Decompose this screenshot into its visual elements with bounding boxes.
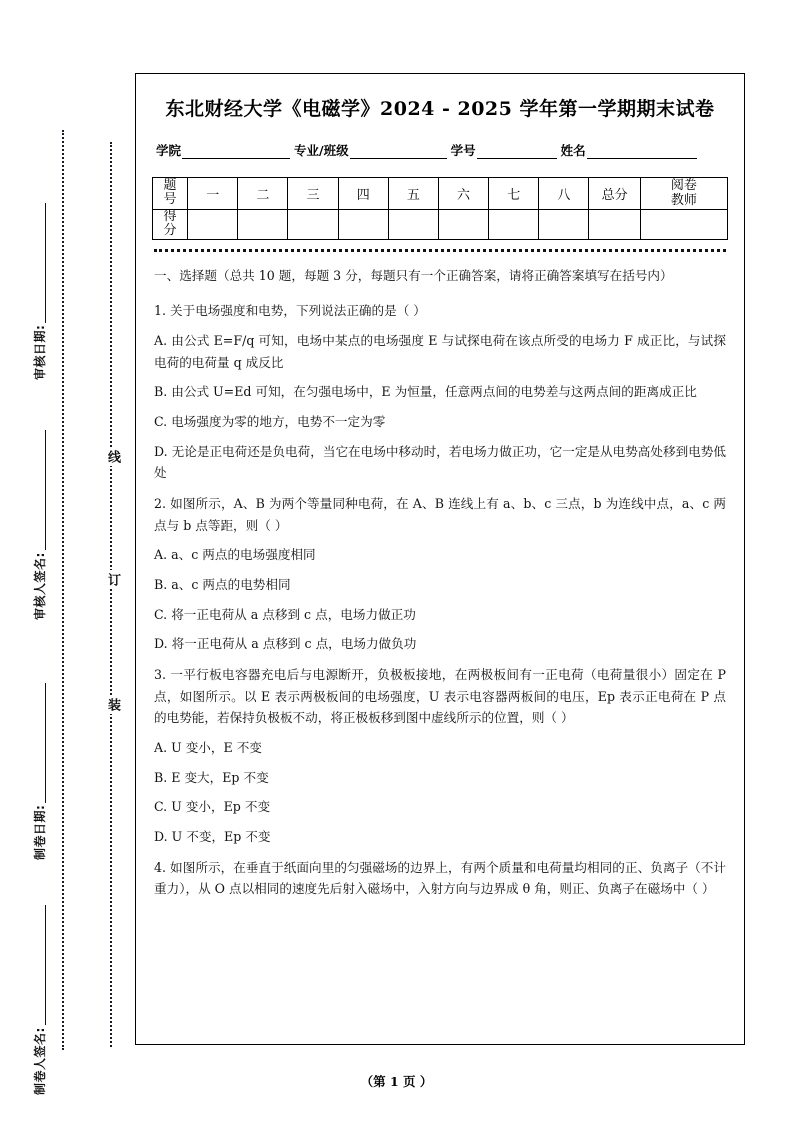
score-table [152,177,728,240]
score-cell-q6[interactable] [438,209,488,239]
fold-mark-bind: 订 [103,570,119,589]
question-1-option-a[interactable]: A. 由公式 E=F/q 可知，电场中某点的电场强度 E 与试探电荷在该点所受的电场力 F 成正比，与试探电荷的电荷量 q 成反比 [154,333,726,370]
table-header-q1: 一 [188,178,238,210]
score-cell-grader[interactable] [640,209,727,239]
binding-margin [0,0,130,1122]
student-id-input[interactable] [477,144,557,159]
score-cell-q3[interactable] [288,209,338,239]
print-date-label: 制卷日期: [33,804,47,860]
question-block-4 [154,857,726,900]
question-2-option-a[interactable]: A. a、c 两点的电场强度相同 [154,547,316,563]
question-3-stem: 3. 一平行板电容器充电后与电源断开，负极板接地，在两极板间有一正电荷（电荷量很小）固定在 P 点，如图所示。以 E 表示两极板间的电场强度，U 表示电容器两板间的电压，Ep 表示正电荷在 P 点的电势能，若保持负极板不动，将正极板移到图中虚线所示的位置，则（ ） [154,666,726,726]
vertical-label-printer-signature [34,795,46,1095]
question-block-3 [154,664,726,848]
exam-sheet [135,73,745,1045]
printer-signature-label: 制卷人签名: [33,1027,47,1095]
score-cell-q4[interactable] [338,209,388,239]
section-heading-multiple-choice: 一、选择题（总共 10 题，每题 3 分，每题只有一个正确答案，请将正确答案填写在括号内） [154,267,673,283]
field-major-class[interactable] [294,141,447,159]
question-2-option-b[interactable]: B. a、c 两点的电势相同 [154,576,291,592]
fold-mark-line: 线 [103,447,119,466]
outer-dotted-rule [62,130,64,1050]
score-cell-q5[interactable] [388,209,438,239]
print-date-blank [44,683,46,803]
question-1-option-d[interactable]: D. 无论是正电荷还是负电荷，当它在电场中移动时，若电场力做正功，它一定是从电势高处移到电势低处 [154,443,726,481]
question-block-2 [154,493,726,655]
field-college[interactable] [156,141,290,159]
table-header-grader: 阅卷 教师 [640,178,727,210]
table-row-question-numbers [153,178,728,210]
table-row-scores [153,209,728,239]
question-3-option-a[interactable]: A. U 变小，E 不变 [154,739,262,755]
fold-mark-seal: 装 [103,695,119,714]
row-label-question-number: 题 号 [153,178,188,210]
review-date-label: 审核日期: [33,324,47,380]
question-block-1 [154,300,726,484]
major-class-label: 专业/班级 [294,143,349,158]
student-name-input[interactable] [587,144,697,159]
score-cell-q1[interactable] [188,209,238,239]
score-cell-total[interactable] [589,209,640,239]
question-2-option-d[interactable]: D. 将一正电荷从 a 点移到 c 点，电场力做负功 [154,636,417,652]
exam-body [152,265,728,900]
table-header-q6: 六 [438,178,488,210]
question-1-option-c[interactable]: C. 电场强度为零的地方，电势不一定为零 [154,414,386,430]
field-student-id[interactable] [451,141,557,159]
table-header-q3: 三 [288,178,338,210]
student-name-label: 姓名 [560,143,586,158]
question-2-option-c[interactable]: C. 将一正电荷从 a 点移到 c 点，电场力做正功 [154,606,416,622]
student-id-label: 学号 [450,143,476,158]
table-header-q2: 二 [238,178,288,210]
printer-signature-blank [44,905,46,1025]
question-3-option-b[interactable]: B. E 变大，Ep 不变 [154,769,269,785]
reviewer-signature-label: 审核人签名: [33,552,47,620]
major-class-input[interactable] [350,144,447,159]
college-label: 学院 [156,143,182,158]
score-cell-q2[interactable] [238,209,288,239]
table-header-q5: 五 [388,178,438,210]
section-separator [154,249,726,252]
table-header-total: 总分 [589,178,640,210]
row-label-score: 得 分 [153,209,188,239]
review-date-blank [44,203,46,323]
question-3-option-d[interactable]: D. U 不变，Ep 不变 [154,828,271,844]
identity-line [152,141,728,159]
college-input[interactable] [182,144,290,159]
reviewer-signature-blank [44,430,46,550]
exam-title: 东北财经大学《电磁学》2024 - 2025 学年第一学期期末试卷 [165,98,715,120]
question-1-stem: 1. 关于电场强度和电势，下列说法正确的是（ ） [154,303,426,319]
score-cell-q8[interactable] [539,209,589,239]
table-header-q4: 四 [338,178,388,210]
question-1-option-b[interactable]: B. 由公式 U=Ed 可知，在匀强电场中，E 为恒量，任意两点间的电势差与这两点间的距离成正比 [154,384,697,400]
score-cell-q7[interactable] [489,209,539,239]
question-4-stem: 4. 如图所示，在垂直于纸面向里的匀强磁场的边界上，有两个质量和电荷量均相同的正、负离子（不计重力），从 O 点以相同的速度先后射入磁场中，入射方向与边界成 θ 角，则正、负离子在磁场中（ ） [154,859,726,897]
question-2-stem: 2. 如图所示，A、B 为两个等量同种电荷，在 A、B 连线上有 a、b、c 三点，b 为连线中点，a、c 两点与 b 点等距，则（ ） [154,496,726,533]
question-3-option-c[interactable]: C. U 变小，Ep 不变 [154,799,271,815]
field-student-name[interactable] [561,141,697,159]
table-header-q8: 八 [539,178,589,210]
inner-dotted-rule [110,142,112,1047]
table-header-q7: 七 [489,178,539,210]
page-footer: （第 1 页 ） [360,1074,433,1089]
